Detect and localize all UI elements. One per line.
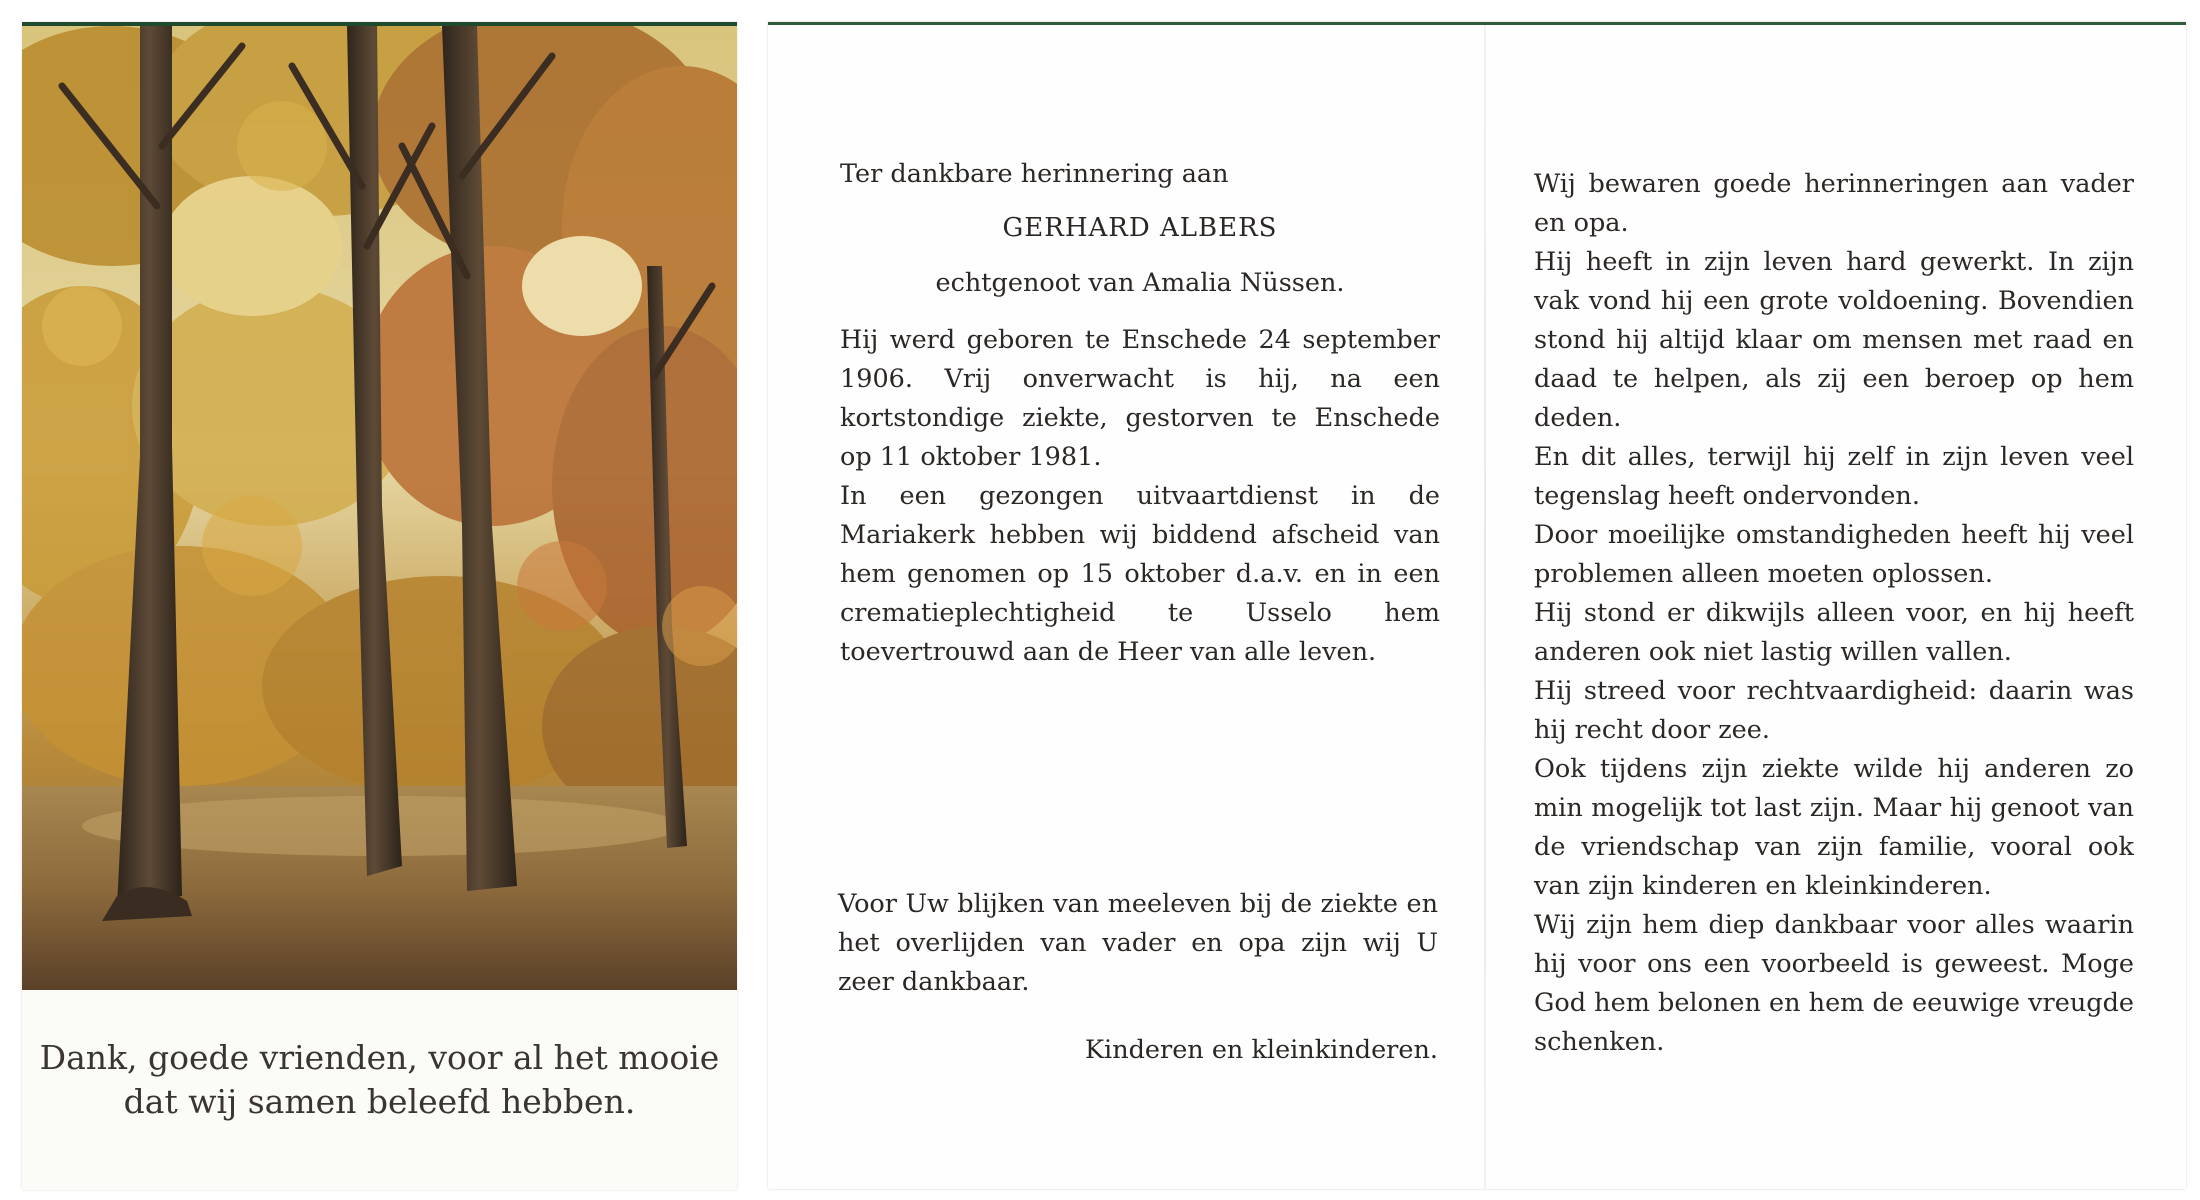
memory-paragraph: Wij bewaren goede herinneringen aan vader en opa. bbox=[1534, 169, 2134, 238]
memory-paragraph: Wij zijn hem diep dankbaar voor alles waarin hij voor ons een voorbeeld is geweest. Moge God hem belonen en hem de eeuwige vreugde schenken. bbox=[1534, 910, 2134, 1057]
card-fold bbox=[1484, 25, 1486, 1189]
memory-paragraph: Hij stond er dikwijls alleen voor, en hij heeft anderen ook niet lastig willen vallen. bbox=[1534, 598, 2134, 667]
caption-line-2: dat wij samen beleefd hebben. bbox=[123, 1082, 636, 1121]
memory-paragraph: En dit alles, terwijl hij zelf in zijn leven veel tegenslag heeft ondervonden. bbox=[1534, 442, 2134, 511]
spouse-line: echtgenoot van Amalia Nüssen. bbox=[935, 268, 1345, 298]
memorial-card-inside bbox=[768, 22, 2186, 1189]
memory-paragraph: Ook tijdens zijn ziekte wilde hij anderen zo min mogelijk tot last zijn. Maar hij genoot van de vriendschap van zijn familie, vooral ook van zijn kinderen en kleinkinderen. bbox=[1534, 754, 2134, 901]
birth-death-paragraph: Hij werd geboren te Enschede 24 september 1906. Vrij onverwacht is hij, na een kortstondige ziekte, gestorven te Enschede op 11 oktober 1981. bbox=[840, 325, 1440, 472]
left-text-column bbox=[840, 155, 1440, 672]
funeral-paragraph: In een gezongen uitvaartdienst in de Mariakerk hebben wij biddend afscheid van hem genomen op 15 oktober d.a.v. en in een crematieplechtigheid te Usselo hem toevertrouwd aan de Heer van alle leven. bbox=[840, 481, 1440, 667]
deceased-name: GERHARD ALBERS bbox=[1002, 213, 1278, 243]
caption-line-1: Dank, goede vrienden, voor al het mooie bbox=[39, 1038, 720, 1077]
right-text-column bbox=[1534, 165, 2134, 1062]
memory-paragraph: Door moeilijke omstandigheden heeft hij veel problemen alleen moeten oplossen. bbox=[1534, 520, 2134, 589]
memorial-card-front bbox=[22, 22, 737, 1190]
forest-photo bbox=[22, 26, 737, 990]
thanks-paragraph: Voor Uw blijken van meeleven bij de ziekte en het overlijden van vader en opa zijn wij U zeer dankbaar. bbox=[838, 889, 1438, 997]
card-caption bbox=[22, 1036, 737, 1124]
memory-paragraph: Hij heeft in zijn leven hard gewerkt. In zijn vak vond hij een grote voldoening. Bovendien stond hij altijd klaar om mensen met raad en daad te helpen, als zij een beroep op hem deden. bbox=[1534, 247, 2134, 433]
signature: Kinderen en kleinkinderen. bbox=[1084, 1035, 1438, 1065]
intro-text: Ter dankbare herinnering aan bbox=[840, 159, 1229, 189]
memory-paragraph: Hij streed voor rechtvaardigheid: daarin was hij recht door zee. bbox=[1534, 676, 2134, 745]
